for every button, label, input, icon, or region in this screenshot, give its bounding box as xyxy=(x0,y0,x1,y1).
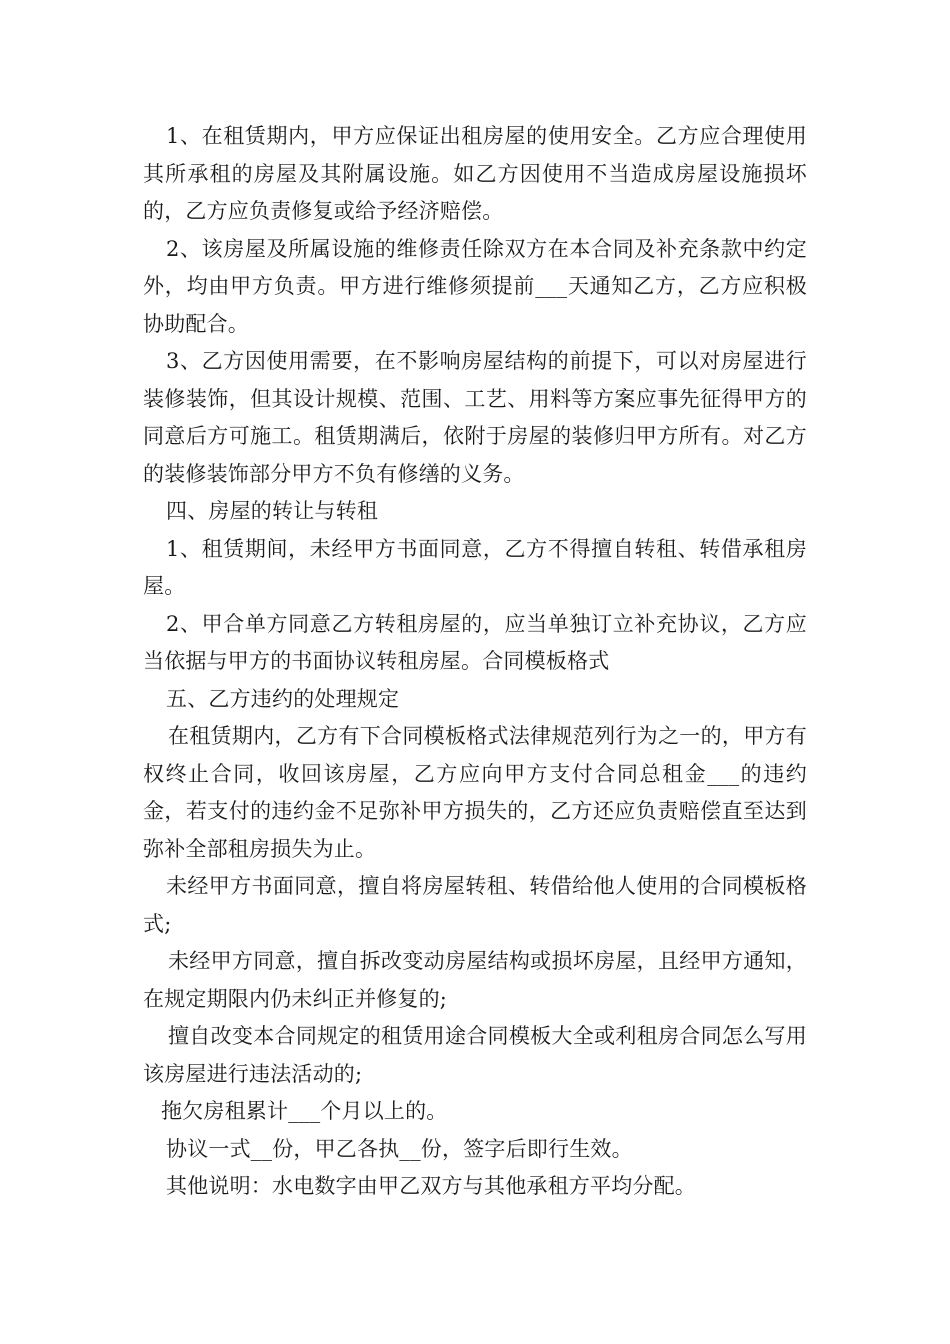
paragraph-breach-item-usage: 擅自改变本合同规定的租赁用途合同模板大全或利租房合同怎么写用该房屋进行违法活动的; xyxy=(143,1024,807,1086)
document-body xyxy=(143,118,807,1206)
paragraph-clause-3-decoration: 3、乙方因使用需要，在不影响房屋结构的前提下，可以对房屋进行装修装饰，但其设计规模、范围、工艺、用料等方案应事先征得甲方的同意后方可施工。租赁期满后，依附于房屋的装修归甲方所有。对乙方的装修装饰部分甲方不负有修缮的义务。 xyxy=(143,349,807,486)
paragraph-sublet-clause-2: 2、甲合单方同意乙方转租房屋的，应当单独订立补充协议，乙方应当依据与甲方的书面协议转租房屋。合同模板格式 xyxy=(143,611,807,673)
paragraph-clause-1-safety: 1、在租赁期内，甲方应保证出租房屋的使用安全。乙方应合理使用其所承租的房屋及其附属设施。如乙方因使用不当造成房屋设施损坏的，乙方应负责修复或给予经济赔偿。 xyxy=(143,124,807,223)
paragraph-breach-item-arrears: 拖欠房租累计___个月以上的。 xyxy=(161,1099,448,1123)
paragraph-breach-item-sublet: 未经甲方书面同意，擅自将房屋转租、转借给他人使用的合同模板格式; xyxy=(143,874,807,936)
section-heading-transfer-sublet: 四、房屋的转让与转租 xyxy=(166,499,378,523)
paragraph-breach-intro: 在租赁期内，乙方有下合同模板格式法律规范列行为之一的，甲方有权终止合同，收回该房屋，乙方应向甲方支付合同总租金___的违约金，若支付的违约金不足弥补甲方损失的，乙方还应负责赔偿直至达到弥补全部租房损失为止。 xyxy=(143,724,807,861)
section-heading-breach: 五、乙方违约的处理规定 xyxy=(166,686,400,711)
paragraph-clause-2-maintenance: 2、该房屋及所属设施的维修责任除双方在本合同及补充条款中约定外，均由甲方负责。甲方进行维修须提前___天通知乙方，乙方应积极协助配合。 xyxy=(143,236,807,336)
paragraph-sublet-clause-1: 1、租赁期间，未经甲方书面同意，乙方不得擅自转租、转借承租房屋。 xyxy=(143,536,807,598)
paragraph-copies: 协议一式__份，甲乙各执__份，签字后即行生效。 xyxy=(166,1136,633,1161)
paragraph-other-notes: 其他说明：水电数字由甲乙双方与其他承租方平均分配。 xyxy=(166,1174,696,1198)
paragraph-breach-item-structure: 未经甲方同意，擅自拆改变动房屋结构或损坏房屋，且经甲方通知，在规定期限内仍未纠正并修复的; xyxy=(143,949,807,1011)
